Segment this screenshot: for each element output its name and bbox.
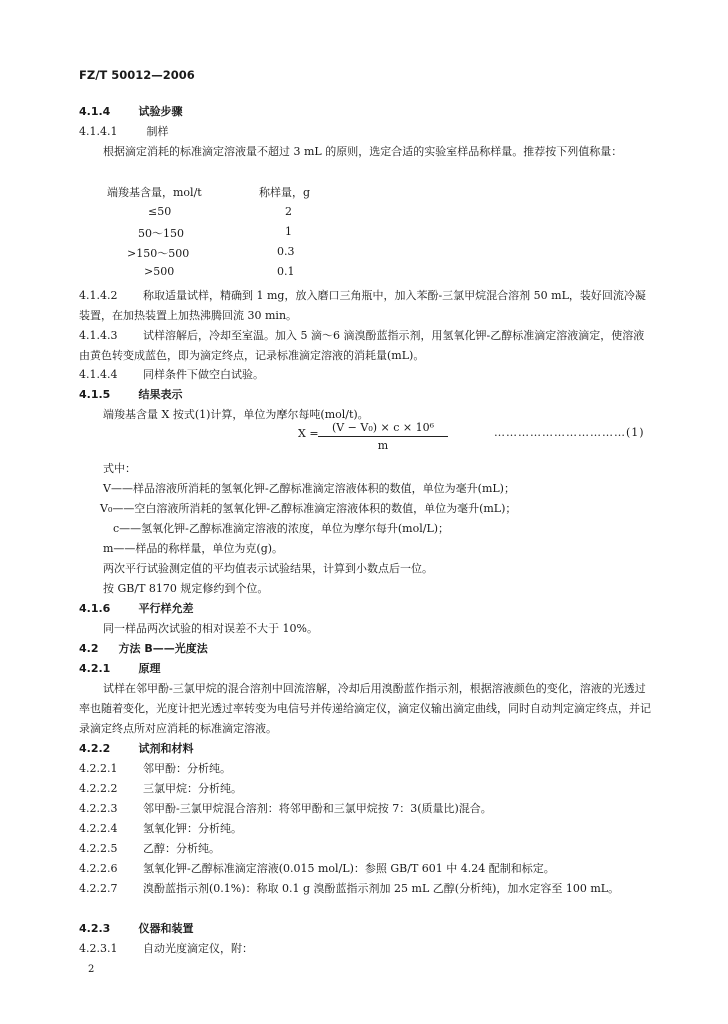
formula-fraction	[318, 421, 448, 452]
section-text: 试样溶解后，冷却至室温。加入 5 滴～6 滴溴酚蓝指示剂，用氢氧化钾-乙醇标准滴定溶液滴定，使溶液由黄色转变成蓝色，即为滴定终点，记录标准滴定溶液的消耗量(mL)。	[79, 329, 645, 362]
section-text: 自动光度滴定仪，附：	[143, 942, 253, 955]
section-4-2-3	[79, 919, 651, 939]
section-4-1-4	[79, 102, 651, 122]
section-number: 4.2.2.6	[79, 862, 118, 875]
variable-definition: m——样品的称样量，单位为克(g)。	[103, 542, 284, 555]
section-title: 制样	[146, 125, 169, 138]
table-cell: 50～150	[138, 227, 184, 240]
table-header-1: 端羧基含量，mol/t	[107, 186, 202, 199]
reagent-item	[79, 839, 651, 859]
section-title: 试剂和材料	[138, 742, 194, 755]
section-number: 4.2.2.1	[79, 762, 118, 775]
formula-lhs: X =	[298, 427, 319, 440]
section-number: 4.2	[79, 642, 99, 655]
section-text: 乙醇：分析纯。	[143, 842, 220, 855]
section-number: 4.1.6	[79, 602, 111, 615]
principle-paragraph: 试样在邻甲酚-三氯甲烷的混合溶剂中回流溶解，冷却后用溴酚蓝作指示剂，根据溶液颜色的变化，溶液的光透过率也随着变化，光度计把光透过率转变为电信号并传递给滴定仪，滴定仪输出滴定曲线，同时自动判定滴定终点，并记录滴定终点所对应消耗的标准滴定溶液。	[79, 682, 651, 735]
section-number: 4.1.4.1	[79, 125, 118, 138]
section-number: 4.1.4.3	[79, 329, 118, 342]
variable-definition: V——样品溶液所消耗的氢氧化钾-乙醇标准滴定溶液体积的数值，单位为毫升(mL)；	[103, 482, 515, 495]
section-title: 结果表示	[138, 388, 183, 401]
section-number: 4.2.2.4	[79, 822, 118, 835]
section-text: 三氯甲烷：分析纯。	[143, 782, 242, 795]
table-cell: 2	[285, 205, 292, 218]
reagent-item	[79, 799, 651, 819]
section-text: 溴酚蓝指示剂(0.1%)：称取 0.1 g 溴酚蓝指示剂加 25 mL 乙醇(分析纯)，加水定容至 100 mL。	[143, 882, 620, 895]
section-4-1-4-2	[79, 286, 651, 326]
reagent-item	[79, 859, 651, 879]
reagent-item	[79, 759, 651, 779]
section-title: 仪器和装置	[138, 922, 194, 935]
section-number: 4.2.2.2	[79, 782, 118, 795]
section-4-1-4-1	[79, 122, 651, 142]
variable-definition: c——氢氧化钾-乙醇标准滴定溶液的浓度，单位为摩尔每升(mol/L)；	[113, 522, 450, 535]
table-cell: 0.3	[277, 245, 295, 258]
section-4-2-2-7	[79, 879, 651, 899]
section-text: 氢氧化钾：分析纯。	[143, 822, 242, 835]
section-number: 4.1.4	[79, 105, 111, 118]
section-number: 4.2.3.1	[79, 942, 118, 955]
section-text: 邻甲酚-三氯甲烷混合溶剂：将邻甲酚和三氯甲烷按 7：3(质量比)混合。	[143, 802, 492, 815]
section-4-1-5	[79, 385, 651, 405]
table-cell: >150～500	[127, 247, 190, 260]
section-number: 4.2.3	[79, 922, 111, 935]
table-cell: >500	[144, 265, 175, 278]
table-cell: ≤50	[148, 205, 172, 218]
page-number: 2	[88, 964, 95, 975]
average-note: 两次平行试验测定值的平均值表示试验结果，计算到小数点后一位。	[103, 562, 433, 575]
rounding-note: 按 GB/T 8170 规定修约到个位。	[103, 582, 269, 595]
section-4-2-2	[79, 739, 651, 759]
formula-numerator: (V − V₀) × c × 10⁶	[331, 421, 435, 434]
section-4-2	[79, 639, 651, 659]
section-title: 方法 B——光度法	[118, 642, 208, 655]
table-header-2: 称样量，g	[259, 186, 311, 199]
section-number: 4.2.1	[79, 662, 111, 675]
section-4-1-4-3	[79, 326, 651, 366]
section-number: 4.2.2	[79, 742, 111, 755]
tolerance-text: 同一样品两次试验的相对误差不大于 10%。	[103, 622, 318, 635]
formula-denominator: m	[377, 439, 389, 452]
section-4-1-6	[79, 599, 651, 619]
section-number: 4.2.2.5	[79, 842, 118, 855]
reagent-item	[79, 819, 651, 839]
fraction-bar	[318, 436, 448, 437]
section-number: 4.2.2.7	[79, 882, 118, 895]
section-4-2-3-1	[79, 939, 651, 959]
where-label: 式中：	[103, 462, 136, 475]
section-number: 4.1.4.2	[79, 289, 118, 302]
section-title: 平行样允差	[138, 602, 194, 615]
table-cell: 1	[285, 225, 292, 238]
standard-header: FZ/T 50012—2006	[79, 68, 195, 82]
section-text: 称取适量试样，精确到 1 mg，放入磨口三角瓶中，加入苯酚-三氯甲烷混合溶剂 50 mL，装好回流冷凝装置，在加热装置上加热沸腾回流 30 min。	[79, 289, 646, 322]
section-text: 邻甲酚：分析纯。	[143, 762, 231, 775]
section-number: 4.1.4.4	[79, 368, 118, 381]
table-cell: 0.1	[277, 265, 295, 278]
section-title: 原理	[138, 662, 161, 675]
variable-definition: V₀——空白溶液所消耗的氢氧化钾-乙醇标准滴定溶液体积的数值，单位为毫升(mL)；	[100, 502, 517, 515]
section-number: 4.1.5	[79, 388, 111, 401]
section-4-2-1	[79, 659, 651, 679]
section-text: 同样条件下做空白试验。	[143, 368, 264, 381]
reagent-item	[79, 779, 651, 799]
section-title: 试验步骤	[138, 105, 183, 118]
section-4-1-4-4	[79, 365, 651, 385]
equation-number: ……………………………(1)	[494, 426, 645, 439]
formula-intro: 端羧基含量 X 按式(1)计算，单位为摩尔每吨(mol/t)。	[103, 408, 369, 421]
sample-paragraph: 根据滴定消耗的标准滴定溶液量不超过 3 mL 的原则，选定合适的实验室样品称样量。推荐按下列值称量：	[103, 145, 623, 158]
section-number: 4.2.2.3	[79, 802, 118, 815]
section-text: 氢氧化钾-乙醇标准滴定溶液(0.015 mol/L)：参照 GB/T 601 中 4.24 配制和标定。	[143, 862, 555, 875]
